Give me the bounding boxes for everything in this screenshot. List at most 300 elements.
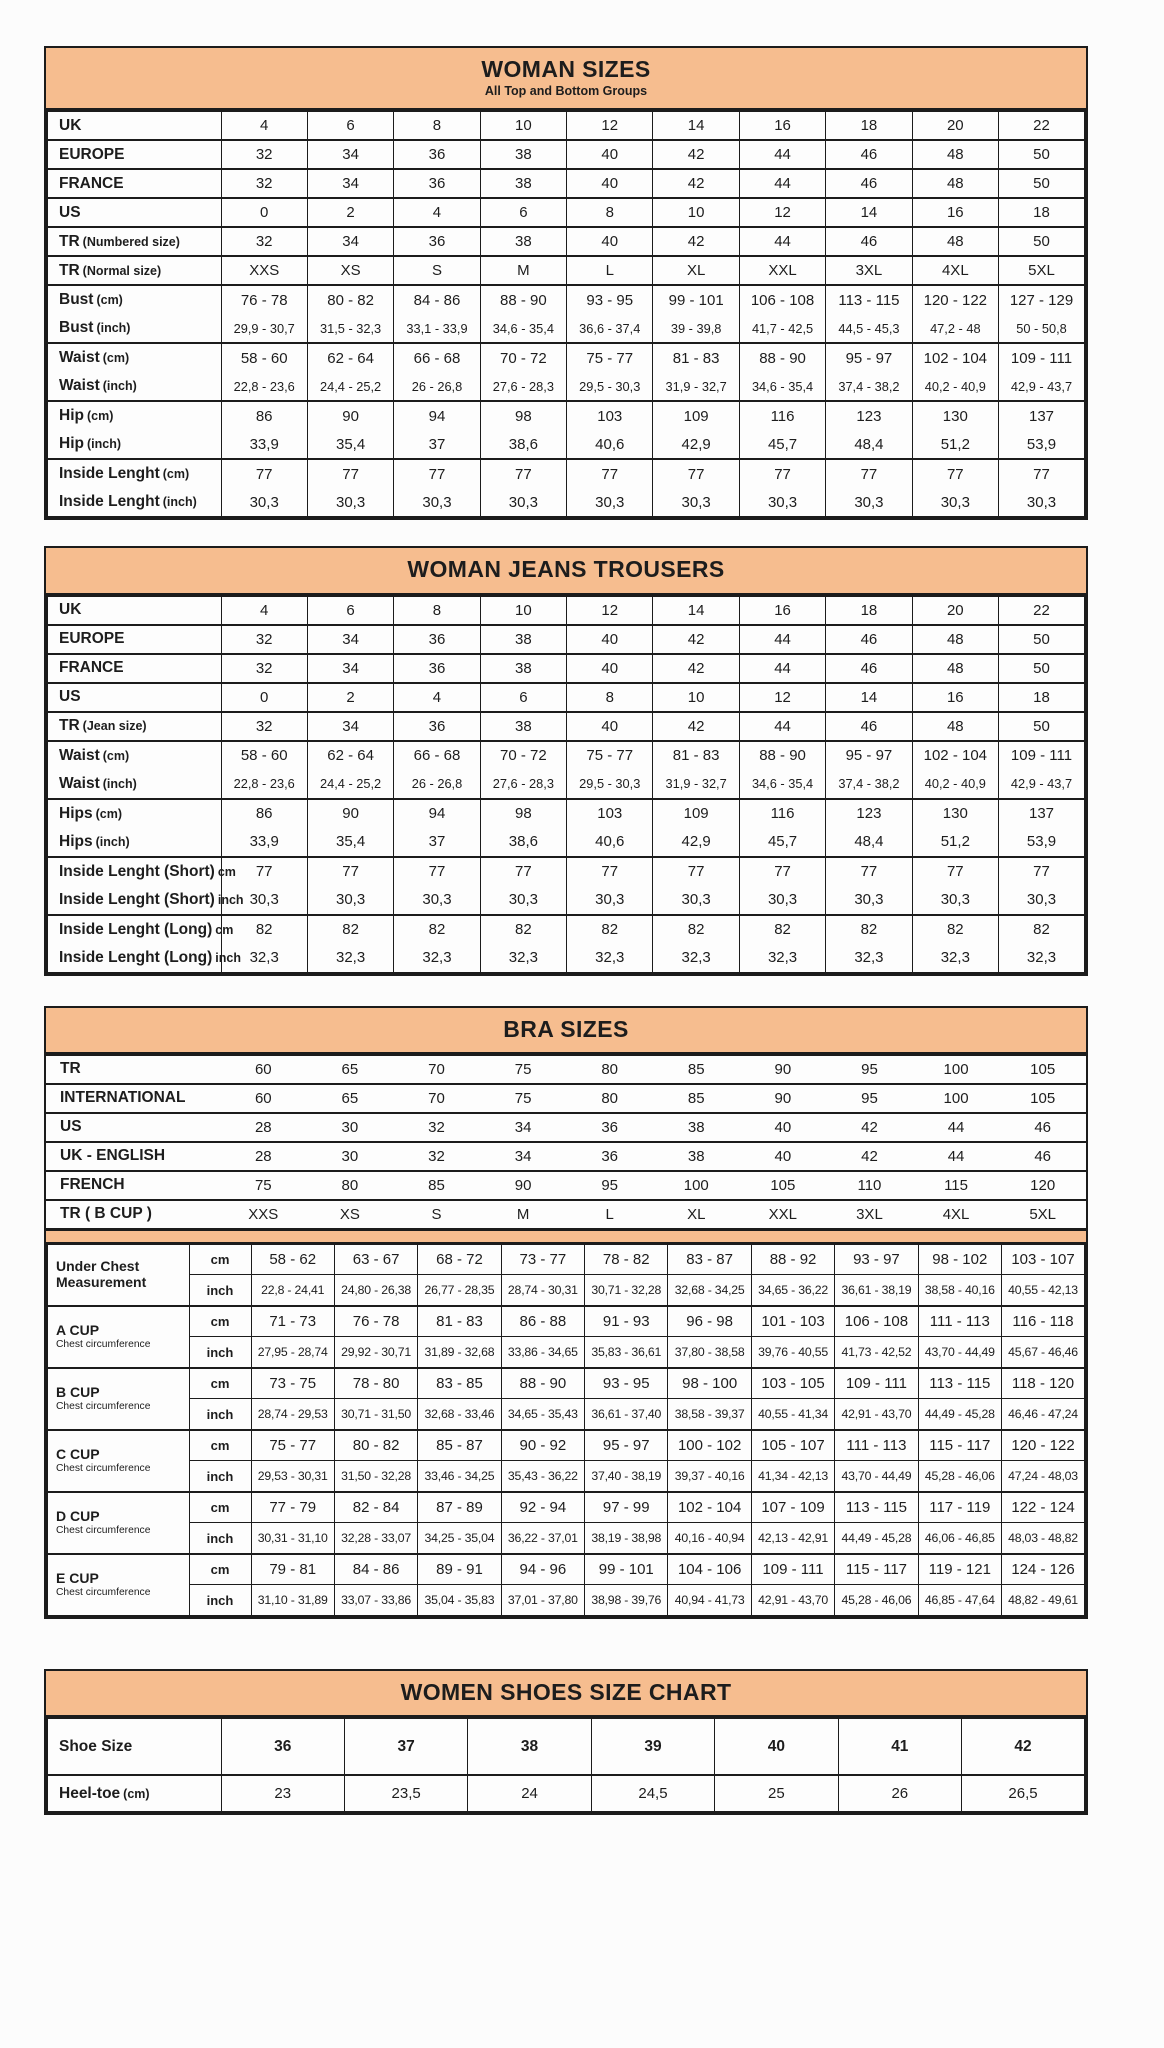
value-cell: 18	[826, 111, 912, 140]
value-cell: 31,50 - 32,28	[334, 1461, 417, 1492]
label-note: (inch)	[86, 437, 121, 452]
unit-cell: inch	[189, 1337, 251, 1368]
value-cell: 32,3	[826, 944, 912, 973]
value-cell: 77	[999, 857, 1085, 886]
jeans-grid	[46, 595, 1086, 974]
label-note: cm	[217, 864, 236, 879]
value-cell: L	[567, 256, 653, 285]
value-cell: 77	[567, 857, 653, 886]
row-label	[46, 1113, 220, 1142]
row-label	[46, 1200, 220, 1229]
label-note: (Numbered size)	[82, 234, 180, 249]
value-cell: 38,6	[480, 430, 566, 459]
value-cell: 25	[715, 1775, 838, 1812]
value-cell: 42,9 - 43,7	[999, 770, 1085, 799]
woman-sizes-grid	[46, 110, 1086, 518]
value-cell: 36,22 - 37,01	[501, 1523, 584, 1554]
row-label	[46, 1171, 220, 1200]
value-cell: 30,3	[912, 488, 998, 517]
value-cell: 4	[221, 596, 307, 625]
value-cell: 90	[307, 799, 393, 828]
table-row	[46, 1171, 1086, 1200]
value-cell: 32,68 - 33,46	[418, 1399, 501, 1430]
value-cell: 50	[999, 712, 1085, 741]
value-cell: 77	[739, 459, 825, 488]
value-cell: 81 - 83	[418, 1306, 501, 1337]
row-group	[47, 1718, 1085, 1775]
value-cell: 40,2 - 40,9	[912, 372, 998, 401]
value-cell: 32,68 - 34,25	[668, 1275, 751, 1306]
value-cell: 16	[912, 198, 998, 227]
label-text: E CUP	[56, 1569, 99, 1586]
value-cell: XS	[307, 256, 393, 285]
value-cell: 30,71 - 32,28	[585, 1275, 668, 1306]
value-cell: 8	[567, 683, 653, 712]
value-cell: 10	[653, 198, 739, 227]
value-cell: 30	[307, 1142, 394, 1171]
value-cell: 103 - 107	[1002, 1244, 1085, 1275]
value-cell: XL	[653, 1200, 740, 1229]
table-row	[47, 285, 1085, 314]
value-cell: 58 - 60	[221, 343, 307, 372]
value-cell: 137	[999, 799, 1085, 828]
value-cell: 22,8 - 23,6	[221, 372, 307, 401]
table-row	[47, 712, 1085, 741]
value-cell: 90	[740, 1055, 827, 1084]
row-label	[47, 741, 221, 770]
value-cell: 46	[826, 169, 912, 198]
value-cell: 34	[307, 712, 393, 741]
row-label	[47, 625, 221, 654]
group-label	[47, 1554, 189, 1616]
label-note: (cm)	[102, 748, 130, 763]
section-divider-band	[46, 1230, 1086, 1243]
table-row	[47, 1775, 1085, 1812]
value-cell: 38	[653, 1142, 740, 1171]
value-cell: 44	[739, 140, 825, 169]
value-cell: 37,4 - 38,2	[826, 770, 912, 799]
unit-cell: inch	[189, 1523, 251, 1554]
value-cell: 118 - 120	[1002, 1368, 1085, 1399]
value-cell: 44,5 - 45,3	[826, 314, 912, 343]
value-cell: 42	[826, 1142, 913, 1171]
value-cell: 36	[394, 712, 480, 741]
row-group	[47, 683, 1085, 712]
value-cell: 70 - 72	[480, 741, 566, 770]
value-cell: 88 - 92	[751, 1244, 834, 1275]
value-cell: 29,53 - 30,31	[251, 1461, 334, 1492]
value-cell: 12	[567, 596, 653, 625]
value-cell: 4	[394, 198, 480, 227]
value-cell: 46	[826, 140, 912, 169]
value-cell: 33,1 - 33,9	[394, 314, 480, 343]
value-cell: 32,3	[912, 944, 998, 973]
row-label	[47, 944, 241, 973]
woman-sizes-table	[44, 46, 1088, 520]
value-cell: 51,2	[912, 430, 998, 459]
label-text: EUROPE	[59, 145, 125, 163]
table-row	[47, 401, 1085, 430]
value-cell: 20	[912, 596, 998, 625]
value-cell: 40	[740, 1142, 827, 1171]
group-label	[47, 1306, 189, 1368]
value-cell: 38,58 - 39,37	[668, 1399, 751, 1430]
value-cell: 35,43 - 36,22	[501, 1461, 584, 1492]
table-row	[47, 886, 1085, 915]
value-cell: 40,6	[567, 430, 653, 459]
value-cell: 31,10 - 31,89	[251, 1585, 334, 1616]
table-row	[47, 256, 1085, 285]
value-cell: 4XL	[912, 256, 998, 285]
value-cell: 42,9	[653, 828, 739, 857]
unit-cell: cm	[189, 1430, 251, 1461]
table-row	[47, 1275, 1085, 1306]
value-cell: 28,74 - 30,31	[501, 1275, 584, 1306]
value-cell: 76 - 78	[334, 1306, 417, 1337]
value-cell: 75 - 77	[567, 343, 653, 372]
value-cell: 30,3	[567, 886, 653, 915]
value-cell: 30,3	[307, 886, 393, 915]
value-cell: 109 - 111	[835, 1368, 918, 1399]
value-cell: 93 - 95	[585, 1368, 668, 1399]
value-cell: 12	[567, 111, 653, 140]
value-cell: 95 - 97	[826, 741, 912, 770]
table-row	[47, 140, 1085, 169]
value-cell: 113 - 115	[835, 1492, 918, 1523]
value-cell: 53,9	[999, 430, 1085, 459]
value-cell: 34,6 - 35,4	[739, 770, 825, 799]
value-cell: 62 - 64	[307, 343, 393, 372]
value-cell: 106 - 108	[739, 285, 825, 314]
value-cell: 42	[653, 227, 739, 256]
value-cell: 116	[739, 799, 825, 828]
row-label	[47, 683, 221, 712]
bra-bottom-grid	[46, 1243, 1086, 1617]
shoes-grid	[46, 1717, 1086, 1813]
value-cell: 41,7 - 42,5	[739, 314, 825, 343]
row-label	[47, 314, 221, 343]
value-cell: 42,91 - 43,70	[751, 1585, 834, 1616]
value-cell: 42,9 - 43,7	[999, 372, 1085, 401]
value-cell: 42	[653, 140, 739, 169]
label-text: US	[60, 1118, 82, 1136]
value-cell: 65	[307, 1084, 394, 1113]
table-row	[47, 1492, 1085, 1523]
unit-cell: inch	[189, 1275, 251, 1306]
value-cell: 42	[962, 1718, 1085, 1775]
bra-top-grid	[46, 1054, 1086, 1230]
value-cell: 40,94 - 41,73	[668, 1585, 751, 1616]
value-cell: 34	[307, 140, 393, 169]
value-cell: 95 - 97	[585, 1430, 668, 1461]
value-cell: 37	[394, 430, 480, 459]
label-text: UK - ENGLISH	[60, 1147, 166, 1165]
label-text: Shoe Size	[59, 1737, 133, 1755]
label-text: Hips	[59, 832, 93, 850]
value-cell: 28	[220, 1113, 307, 1142]
value-cell: 48	[912, 227, 998, 256]
value-cell: 22,8 - 24,41	[251, 1275, 334, 1306]
row-group	[47, 712, 1085, 741]
value-cell: 95 - 97	[826, 343, 912, 372]
label-note: (inch)	[96, 321, 131, 336]
table-row	[47, 111, 1085, 140]
value-cell: 38	[480, 227, 566, 256]
value-cell: 23	[221, 1775, 344, 1812]
label-text: Bust	[59, 291, 94, 309]
table-row	[47, 1461, 1085, 1492]
value-cell: 36,61 - 37,40	[585, 1399, 668, 1430]
row-label	[47, 198, 221, 227]
value-cell: 30,31 - 31,10	[251, 1523, 334, 1554]
value-cell: 47,24 - 48,03	[1002, 1461, 1085, 1492]
value-cell: 94	[394, 799, 480, 828]
value-cell: 16	[739, 111, 825, 140]
value-cell: 44	[739, 654, 825, 683]
row-group	[46, 1084, 1086, 1113]
value-cell: 0	[221, 683, 307, 712]
label-text: TR	[59, 261, 80, 279]
value-cell: 40	[567, 712, 653, 741]
value-cell: 37	[394, 828, 480, 857]
value-cell: 77	[826, 857, 912, 886]
value-cell: 30,3	[567, 488, 653, 517]
table-row	[47, 343, 1085, 372]
value-cell: 48	[912, 712, 998, 741]
value-cell: 45,7	[739, 430, 825, 459]
value-cell: 38	[653, 1113, 740, 1142]
unit-cell: cm	[189, 1492, 251, 1523]
value-cell: 31,89 - 32,68	[418, 1337, 501, 1368]
value-cell: 109 - 111	[751, 1554, 834, 1585]
table-row	[47, 741, 1085, 770]
label-text: B CUP	[56, 1383, 100, 1400]
label-note: (cm)	[102, 351, 130, 366]
value-cell: XL	[653, 256, 739, 285]
row-label	[47, 285, 221, 314]
table-row	[47, 459, 1085, 488]
value-cell: 40	[740, 1113, 827, 1142]
value-cell: 46	[826, 227, 912, 256]
row-group	[47, 1368, 1085, 1430]
label-text: Inside Lenght (Long)	[59, 948, 213, 966]
value-cell: 29,5 - 30,3	[567, 372, 653, 401]
table-row	[47, 488, 1085, 517]
value-cell: 38	[480, 140, 566, 169]
value-cell: 94	[394, 401, 480, 430]
value-cell: 31,9 - 32,7	[653, 372, 739, 401]
value-cell: 36,6 - 37,4	[567, 314, 653, 343]
value-cell: 33,46 - 34,25	[418, 1461, 501, 1492]
value-cell: 40,16 - 40,94	[668, 1523, 751, 1554]
unit-cell: cm	[189, 1368, 251, 1399]
value-cell: 32	[221, 625, 307, 654]
value-cell: 22	[999, 596, 1085, 625]
label-text: TR	[59, 232, 80, 250]
value-cell: 48	[912, 140, 998, 169]
row-group	[47, 401, 1085, 459]
value-cell: 86 - 88	[501, 1306, 584, 1337]
value-cell: 30,3	[653, 488, 739, 517]
label-text: Inside Lenght	[59, 465, 160, 483]
row-label	[47, 401, 221, 430]
value-cell: 62 - 64	[307, 741, 393, 770]
value-cell: 109 - 111	[999, 343, 1085, 372]
value-cell: 38,6	[480, 828, 566, 857]
value-cell: 27,6 - 28,3	[480, 770, 566, 799]
value-cell: 50	[999, 140, 1085, 169]
value-cell: 109	[653, 401, 739, 430]
value-cell: 81 - 83	[653, 741, 739, 770]
value-cell: 41,73 - 42,52	[835, 1337, 918, 1368]
row-group	[47, 596, 1085, 625]
value-cell: 34,65 - 35,43	[501, 1399, 584, 1430]
woman-sizes-header	[46, 48, 1086, 110]
label-text: TR	[60, 1060, 81, 1078]
value-cell: 91 - 93	[585, 1306, 668, 1337]
value-cell: 48,4	[826, 430, 912, 459]
value-cell: 115	[913, 1171, 1000, 1200]
value-cell: 119 - 121	[918, 1554, 1001, 1585]
value-cell: 40	[567, 625, 653, 654]
value-cell: 80	[566, 1055, 653, 1084]
label-text: Hips	[59, 804, 93, 822]
table-row	[47, 227, 1085, 256]
value-cell: 79 - 81	[251, 1554, 334, 1585]
value-cell: 39	[591, 1718, 714, 1775]
value-cell: 73 - 77	[501, 1244, 584, 1275]
value-cell: 82	[999, 915, 1085, 944]
value-cell: 123	[826, 401, 912, 430]
value-cell: 30,3	[739, 886, 825, 915]
value-cell: 40	[567, 140, 653, 169]
table-row	[47, 314, 1085, 343]
value-cell: 35,4	[307, 430, 393, 459]
table-row	[47, 1585, 1085, 1616]
value-cell: 77 - 79	[251, 1492, 334, 1523]
value-cell: 113 - 115	[918, 1368, 1001, 1399]
value-cell: 48	[912, 654, 998, 683]
row-group	[47, 625, 1085, 654]
value-cell: XXL	[739, 256, 825, 285]
value-cell: 130	[912, 401, 998, 430]
value-cell: 50	[999, 227, 1085, 256]
label-note: (inch)	[102, 776, 137, 791]
value-cell: 46,46 - 47,24	[1002, 1399, 1085, 1430]
value-cell: 34	[480, 1142, 567, 1171]
value-cell: 50 - 50,8	[999, 314, 1085, 343]
value-cell: 82	[567, 915, 653, 944]
value-cell: 50	[999, 654, 1085, 683]
value-cell: 82	[653, 915, 739, 944]
value-cell: 40,55 - 42,13	[1002, 1275, 1085, 1306]
row-group	[47, 459, 1085, 517]
value-cell: 40	[715, 1718, 838, 1775]
label-note: Chest circumference	[56, 1525, 151, 1537]
value-cell: 45,28 - 46,06	[918, 1461, 1001, 1492]
value-cell: 127 - 129	[999, 285, 1085, 314]
row-label	[47, 828, 221, 857]
value-cell: 24	[468, 1775, 591, 1812]
value-cell: XS	[307, 1200, 394, 1229]
label-text: TR	[59, 717, 80, 735]
value-cell: 31,9 - 32,7	[653, 770, 739, 799]
value-cell: 43,70 - 44,49	[918, 1337, 1001, 1368]
value-cell: 80 - 82	[334, 1430, 417, 1461]
value-cell: 104 - 106	[668, 1554, 751, 1585]
value-cell: 38,98 - 39,76	[585, 1585, 668, 1616]
value-cell: 28	[220, 1142, 307, 1171]
row-label	[47, 140, 221, 169]
label-text: FRANCE	[59, 174, 124, 192]
value-cell: 107 - 109	[751, 1492, 834, 1523]
row-label	[47, 712, 221, 741]
value-cell: 44	[913, 1113, 1000, 1142]
value-cell: 38	[468, 1718, 591, 1775]
value-cell: 60	[220, 1055, 307, 1084]
table-row	[46, 1142, 1086, 1171]
table-row	[46, 1113, 1086, 1142]
table-row	[47, 169, 1085, 198]
value-cell: 66 - 68	[394, 741, 480, 770]
value-cell: 44	[739, 712, 825, 741]
value-cell: L	[566, 1200, 653, 1229]
value-cell: 32,3	[480, 944, 566, 973]
value-cell: 103	[567, 799, 653, 828]
value-cell: 80	[566, 1084, 653, 1113]
table-row	[47, 857, 1085, 886]
value-cell: 82	[912, 915, 998, 944]
row-group	[47, 741, 1085, 799]
value-cell: 103 - 105	[751, 1368, 834, 1399]
value-cell: 18	[999, 198, 1085, 227]
value-cell: 50	[999, 625, 1085, 654]
table-row	[47, 1306, 1085, 1337]
row-label	[47, 857, 236, 886]
value-cell: 100	[653, 1171, 740, 1200]
value-cell: 26 - 26,8	[394, 372, 480, 401]
label-text: Under Chest Measurement	[56, 1258, 147, 1290]
value-cell: 32,3	[567, 944, 653, 973]
value-cell: 77	[912, 459, 998, 488]
row-group	[46, 1113, 1086, 1142]
row-group	[47, 285, 1085, 343]
value-cell: 58 - 62	[251, 1244, 334, 1275]
value-cell: 116	[739, 401, 825, 430]
value-cell: 77	[221, 857, 307, 886]
value-cell: 65	[307, 1055, 394, 1084]
value-cell: 77	[999, 459, 1085, 488]
value-cell: 33,9	[221, 430, 307, 459]
unit-cell: cm	[189, 1554, 251, 1585]
label-text: C CUP	[56, 1445, 100, 1462]
value-cell: 117 - 119	[918, 1492, 1001, 1523]
bra-title: BRA SIZES	[503, 1015, 629, 1042]
row-group	[47, 1430, 1085, 1492]
value-cell: 6	[480, 683, 566, 712]
value-cell: 44	[739, 169, 825, 198]
value-cell: 42	[653, 169, 739, 198]
row-label	[47, 654, 221, 683]
label-text: EUROPE	[59, 630, 125, 648]
label-text: Hip	[59, 407, 84, 425]
value-cell: 77	[394, 857, 480, 886]
value-cell: 82	[394, 915, 480, 944]
shoes-title: WOMEN SHOES SIZE CHART	[400, 1678, 732, 1705]
value-cell: 24,4 - 25,2	[307, 770, 393, 799]
value-cell: 27,95 - 28,74	[251, 1337, 334, 1368]
value-cell: 34	[307, 625, 393, 654]
